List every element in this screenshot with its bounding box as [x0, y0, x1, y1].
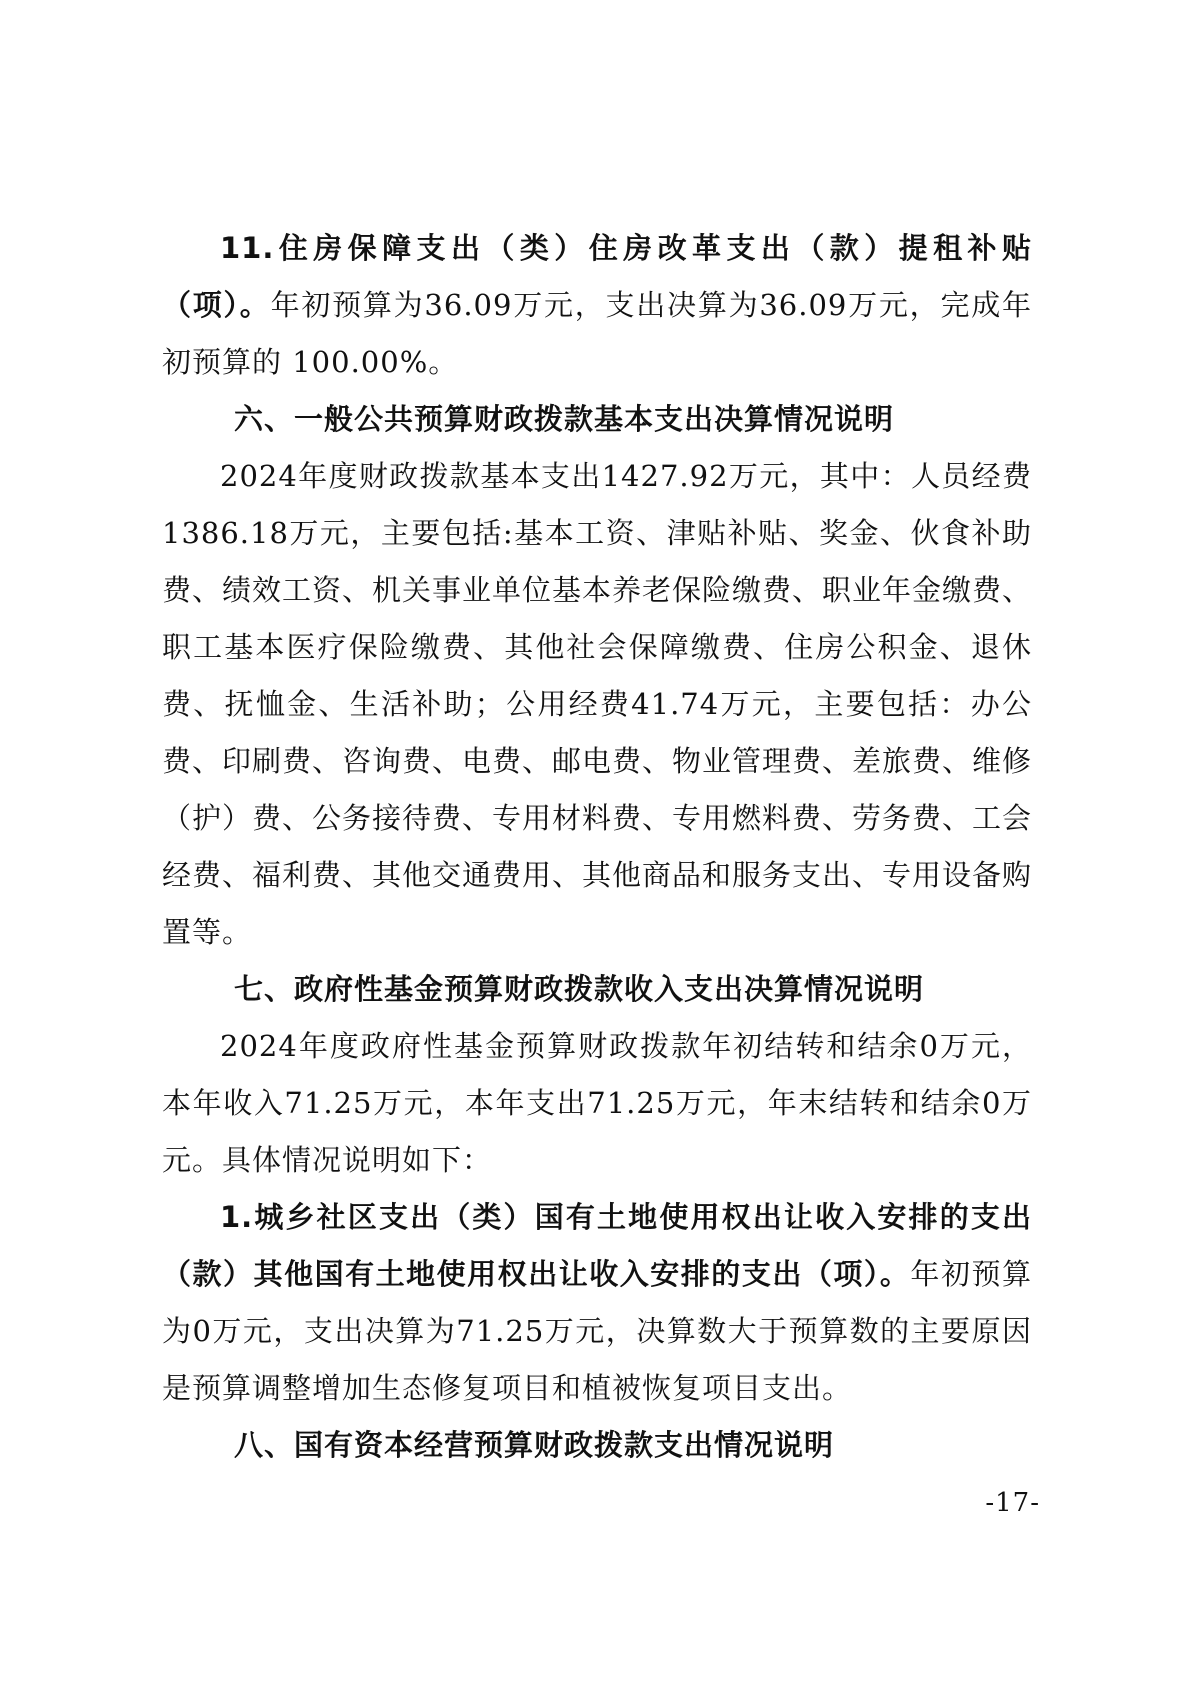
section-heading-7: 七、政府性基金预算财政拨款收入支出决算情况说明 — [234, 972, 925, 1006]
item-7-1-text: 年初预算为0万元，支出决算为71.25万元，决算数大于预算数的主要原因是预算调整增加生态修复项目和植被恢复项目支出。 — [162, 1257, 1032, 1405]
paragraph-section-6: 2024年度财政拨款基本支出1427.92万元，其中：人员经费1386.18万元，主要包括:基本工资、津贴补贴、奖金、伙食补助费、绩效工资、机关事业单位基本养老保险缴费、职业年金缴费、职工基本医疗保险缴费、其他社会保障缴费、住房公积金、退休费、抚恤金、生活补助；公用经费41.74万元，主要包括：办公费、印刷费、咨询费、电费、邮电费、物业管理费、差旅费、维修（护）费、公务接待费、专用材料费、专用燃料费、劳务费、工会经费、福利费、其他交通费用、其他商品和服务支出、专用设备购置等。 — [162, 459, 1033, 949]
paragraph-item-7-1 — [162, 1189, 1032, 1417]
paragraph-section-7: 2024年度政府性基金预算财政拨款年初结转和结余0万元，本年收入71.25万元，本年支出71.25万元，年末结转和结余0万元。具体情况说明如下： — [162, 1029, 1032, 1177]
section-heading-6: 六、一般公共预算财政拨款基本支出决算情况说明 — [234, 402, 895, 436]
item-7-1-title: 1.城乡社区支出（类）国有土地使用权出让收入安排的支出（款）其他国有土地使用权出让收入安排的支出（项）。 — [162, 1200, 1032, 1291]
document-body — [162, 220, 1032, 1474]
paragraph-item-11 — [162, 220, 1032, 391]
page-number: -17- — [985, 1488, 1040, 1518]
item-11-title: 11.住房保障支出（类）住房改革支出（款）提租补贴（项）。 — [162, 231, 1032, 322]
section-heading-8: 八、国有资本经营预算财政拨款支出情况说明 — [234, 1428, 835, 1462]
item-11-text: 年初预算为36.09万元，支出决算为36.09万元，完成年初预算的 100.00%。 — [162, 288, 1032, 379]
